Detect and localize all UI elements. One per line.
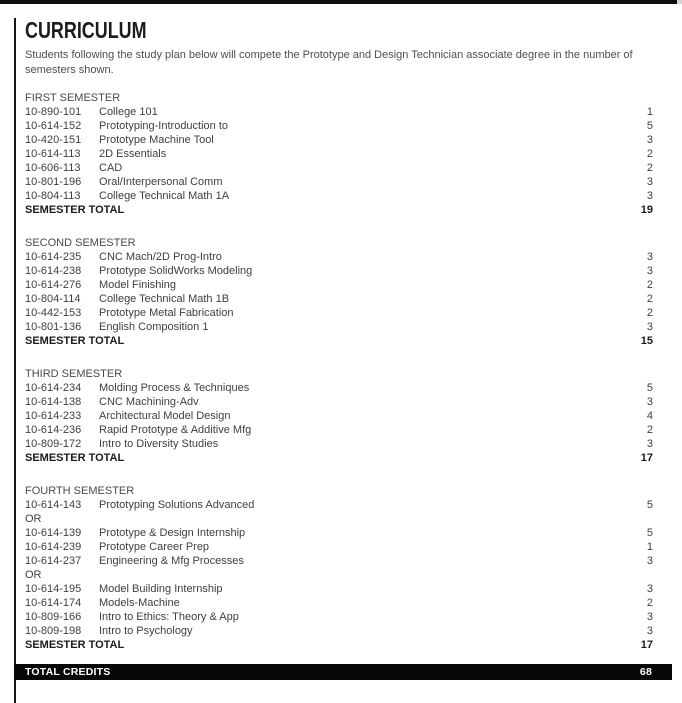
course-row (25, 306, 653, 320)
page-title: CURRICULUM (25, 17, 147, 43)
course-code: 10-442-153 (25, 307, 82, 319)
semester-total-label: SEMESTER TOTAL (25, 204, 125, 216)
course-title: Prototyping-Introduction to (99, 120, 229, 132)
course-credits: 5 (646, 527, 653, 539)
semester-total-value: 17 (640, 639, 653, 651)
course-row (25, 133, 653, 147)
semester-section (25, 91, 653, 217)
course-row (25, 105, 653, 119)
course-credits: 2 (646, 307, 653, 319)
semester-total-value: 15 (640, 335, 653, 347)
course-row (25, 292, 653, 306)
course-credits: 4 (646, 410, 653, 422)
course-credits: 2 (646, 293, 653, 305)
course-title: College 101 (99, 106, 158, 118)
course-title: CAD (99, 162, 123, 174)
top-divider-bar (0, 0, 682, 4)
course-code: 10-801-136 (25, 321, 82, 333)
course-code: 10-809-166 (25, 611, 82, 623)
course-code: 10-614-143 (25, 499, 82, 511)
course-credits: 2 (646, 148, 653, 160)
course-title: Prototype & Design Internship (99, 527, 246, 539)
course-credits: 3 (646, 134, 653, 146)
semester-total-label: SEMESTER TOTAL (25, 452, 125, 464)
course-code: 10-614-152 (25, 120, 82, 132)
course-title: College Technical Math 1B (99, 293, 230, 305)
course-title: CNC Machining-Adv (99, 396, 199, 408)
course-row (25, 264, 653, 278)
course-title: Prototype Career Prep (99, 541, 210, 553)
course-row (25, 409, 653, 423)
total-credits-label: TOTAL CREDITS (25, 666, 111, 678)
course-title: Architectural Model Design (99, 410, 231, 422)
course-title: Intro to Ethics: Theory & App (99, 611, 239, 623)
course-code: 10-804-114 (25, 293, 81, 305)
course-row (25, 395, 653, 409)
course-row (25, 147, 653, 161)
course-credits: 2 (646, 597, 653, 609)
course-code: 10-890-101 (25, 106, 82, 118)
course-title: Prototyping Solutions Advanced (99, 499, 255, 511)
course-credits: 2 (646, 279, 653, 291)
course-code: 10-801-196 (25, 176, 82, 188)
course-code: 10-614-236 (25, 424, 82, 436)
course-credits: 5 (646, 382, 653, 394)
course-row (25, 250, 653, 264)
course-title: Prototype Metal Fabrication (99, 307, 234, 319)
course-rows (25, 381, 653, 451)
course-credits: 1 (646, 106, 653, 118)
course-title: Oral/Interpersonal Comm (99, 176, 223, 188)
course-credits: 3 (646, 625, 653, 637)
course-credits: 1 (646, 541, 653, 553)
course-row (25, 540, 653, 554)
semester-total-row (25, 638, 653, 652)
semester-total-row (25, 203, 653, 217)
course-credits: 2 (646, 162, 653, 174)
course-code: 10-614-276 (25, 279, 82, 291)
course-code: 10-614-174 (25, 597, 82, 609)
course-code: 10-614-239 (25, 541, 82, 553)
course-code: OR (25, 513, 42, 525)
course-row (25, 512, 653, 526)
course-title: Rapid Prototype & Additive Mfg (99, 424, 252, 436)
course-row (25, 437, 653, 451)
semester-section (25, 484, 653, 652)
semester-header: SECOND SEMESTER (25, 237, 136, 249)
course-title: Prototype SolidWorks Modeling (99, 265, 253, 277)
total-credits-bar (14, 664, 672, 680)
course-row (25, 610, 653, 624)
course-title: Intro to Diversity Studies (99, 438, 219, 450)
course-credits: 3 (646, 396, 653, 408)
course-title: College Technical Math 1A (99, 190, 230, 202)
semester-section (25, 236, 653, 348)
course-title: English Composition 1 (99, 321, 209, 333)
course-row (25, 498, 653, 512)
course-title: Prototype Machine Tool (99, 134, 214, 146)
course-title: Models-Machine (99, 597, 180, 609)
course-title: Model Finishing (99, 279, 177, 291)
course-row (25, 381, 653, 395)
course-code: 10-804-113 (25, 190, 81, 202)
top-bar-end-cap (677, 0, 682, 4)
course-row (25, 320, 653, 334)
page-description: Students following the study plan below will compete the Prototype and Design Technician associate degree in the number of semesters shown. (25, 49, 633, 76)
course-title: CNC Mach/2D Prog-Intro (99, 251, 222, 263)
course-credits: 3 (646, 583, 653, 595)
course-credits: 3 (646, 265, 653, 277)
semester-header: THIRD SEMESTER (25, 368, 123, 380)
course-code: 10-606-113 (25, 162, 81, 174)
semester-total-row (25, 451, 653, 465)
course-row (25, 175, 653, 189)
course-row (25, 596, 653, 610)
course-credits: 3 (646, 321, 653, 333)
course-code: 10-809-172 (25, 438, 82, 450)
course-credits: 5 (646, 499, 653, 511)
semester-section (25, 367, 653, 465)
course-credits: 3 (646, 611, 653, 623)
course-credits: 3 (646, 176, 653, 188)
course-credits: 3 (646, 555, 653, 567)
course-title: Model Building Internship (99, 583, 223, 595)
course-credits: 2 (646, 424, 653, 436)
semester-total-label: SEMESTER TOTAL (25, 639, 125, 651)
course-title: Molding Process & Techniques (99, 382, 250, 394)
course-rows (25, 498, 653, 638)
curriculum-content (25, 18, 653, 671)
course-rows (25, 250, 653, 334)
course-title: Engineering & Mfg Processes (99, 555, 244, 567)
course-code: 10-614-235 (25, 251, 82, 263)
course-row (25, 189, 653, 203)
course-rows (25, 105, 653, 203)
semester-total-label: SEMESTER TOTAL (25, 335, 125, 347)
course-credits: 5 (646, 120, 653, 132)
semester-total-value: 19 (640, 204, 653, 216)
semester-total-value: 17 (640, 452, 653, 464)
course-row (25, 582, 653, 596)
course-row (25, 526, 653, 540)
course-row (25, 278, 653, 292)
semester-total-row (25, 334, 653, 348)
course-code: 10-614-238 (25, 265, 82, 277)
course-credits: 3 (646, 251, 653, 263)
course-row (25, 423, 653, 437)
semester-header: FIRST SEMESTER (25, 92, 121, 104)
course-code: 10-614-234 (25, 382, 82, 394)
course-code: 10-420-151 (25, 134, 82, 146)
course-row (25, 161, 653, 175)
course-code: 10-614-139 (25, 527, 82, 539)
course-code: 10-614-195 (25, 583, 82, 595)
course-row (25, 568, 653, 582)
semester-header: FOURTH SEMESTER (25, 485, 135, 497)
course-code: 10-614-113 (25, 148, 81, 160)
course-code: 10-614-237 (25, 555, 82, 567)
course-code: 10-809-198 (25, 625, 82, 637)
course-title: 2D Essentials (99, 148, 167, 160)
course-code: OR (25, 569, 42, 581)
course-row (25, 119, 653, 133)
course-row (25, 624, 653, 638)
course-credits: 3 (646, 190, 653, 202)
course-row (25, 554, 653, 568)
course-code: 10-614-138 (25, 396, 82, 408)
course-code: 10-614-233 (25, 410, 82, 422)
total-credits-value: 68 (639, 666, 652, 678)
course-title: Intro to Psychology (99, 625, 193, 637)
left-vertical-rule (14, 18, 16, 703)
course-credits: 3 (646, 438, 653, 450)
semester-sections (25, 91, 653, 652)
